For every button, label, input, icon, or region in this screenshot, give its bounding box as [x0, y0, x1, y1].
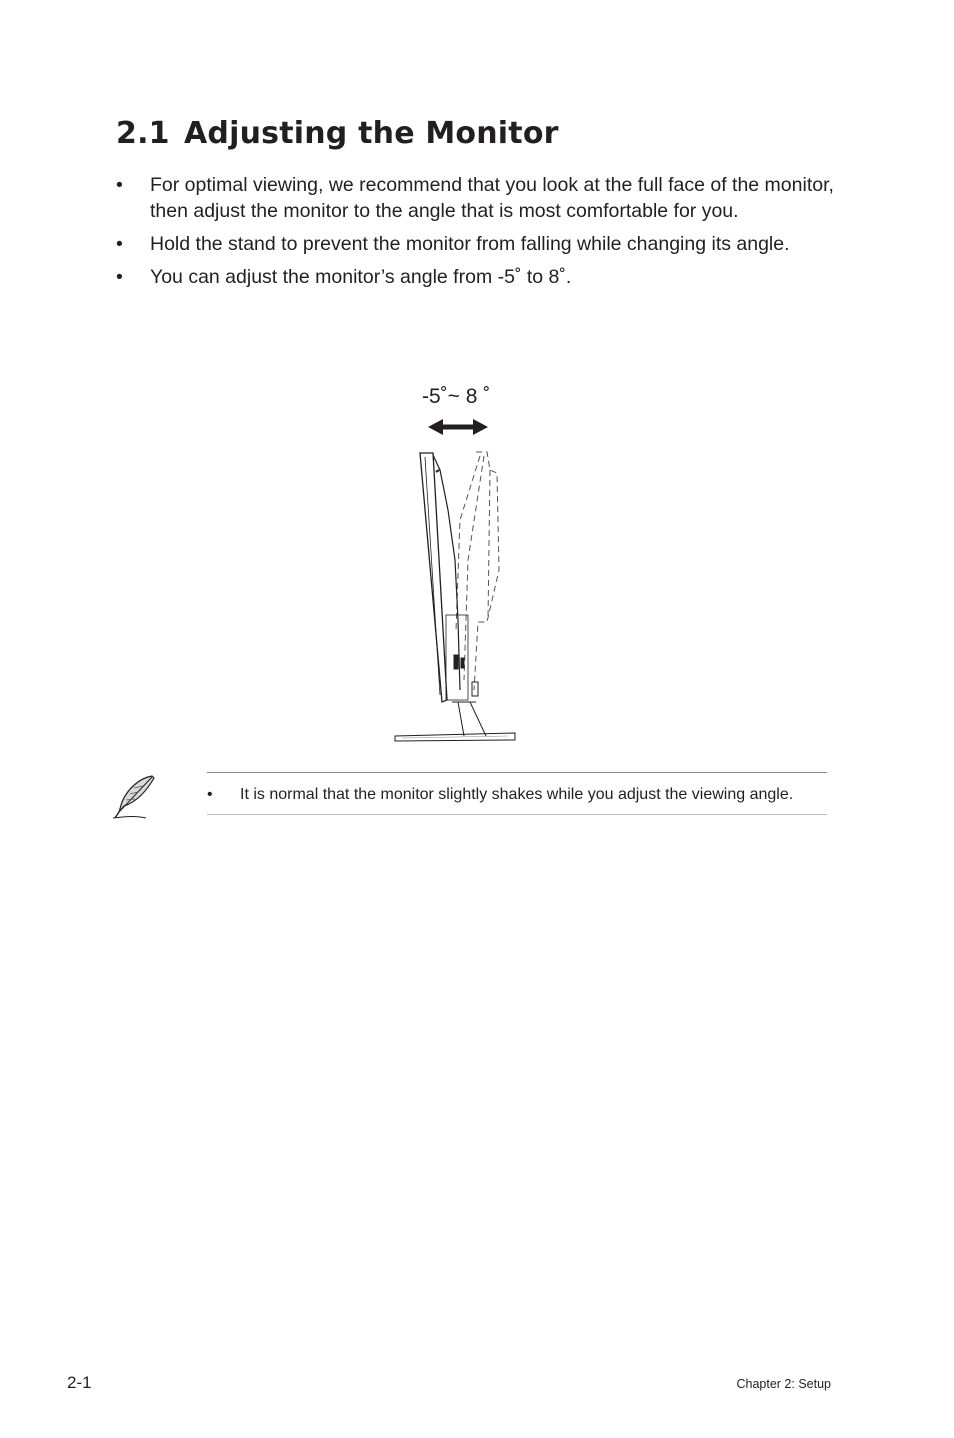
- note-box: [207, 772, 827, 815]
- section-number: 2.1: [116, 116, 170, 151]
- list-item: [116, 231, 836, 257]
- list-item: [116, 264, 836, 290]
- note-bullet-mark: •: [207, 786, 213, 803]
- note-text: It is normal that the monitor slightly shakes while you adjust the viewing angle.: [240, 786, 794, 803]
- chapter-label: Chapter 2: Setup: [736, 1377, 831, 1391]
- monitor-tilt-illustration: [380, 380, 540, 750]
- list-item-text: Hold the stand to prevent the monitor from falling while changing its angle.: [150, 233, 790, 255]
- list-item: [116, 172, 836, 224]
- feather-pen-icon: [110, 772, 158, 822]
- section-title: Adjusting the Monitor: [184, 116, 559, 151]
- tilt-angle-label: -5˚~ 8 ˚: [422, 385, 491, 408]
- bullet-mark: •: [116, 174, 123, 196]
- bullet-mark: •: [116, 233, 123, 255]
- tilted-monitor-outline: [456, 452, 499, 690]
- list-item-text: For optimal viewing, we recommend that you look at the full face of the monitor, then adjust the monitor to the angle that is most comfortable for you.: [150, 174, 834, 222]
- note-item: [207, 783, 800, 806]
- instruction-list: [116, 172, 836, 297]
- page-number: 2-1: [67, 1373, 92, 1392]
- monitor-stand: [395, 702, 515, 741]
- section-heading: [116, 114, 559, 154]
- bullet-mark: •: [116, 266, 123, 288]
- double-arrow-icon: [428, 419, 488, 435]
- list-item-text: You can adjust the monitor’s angle from -5˚ to 8˚.: [150, 266, 572, 288]
